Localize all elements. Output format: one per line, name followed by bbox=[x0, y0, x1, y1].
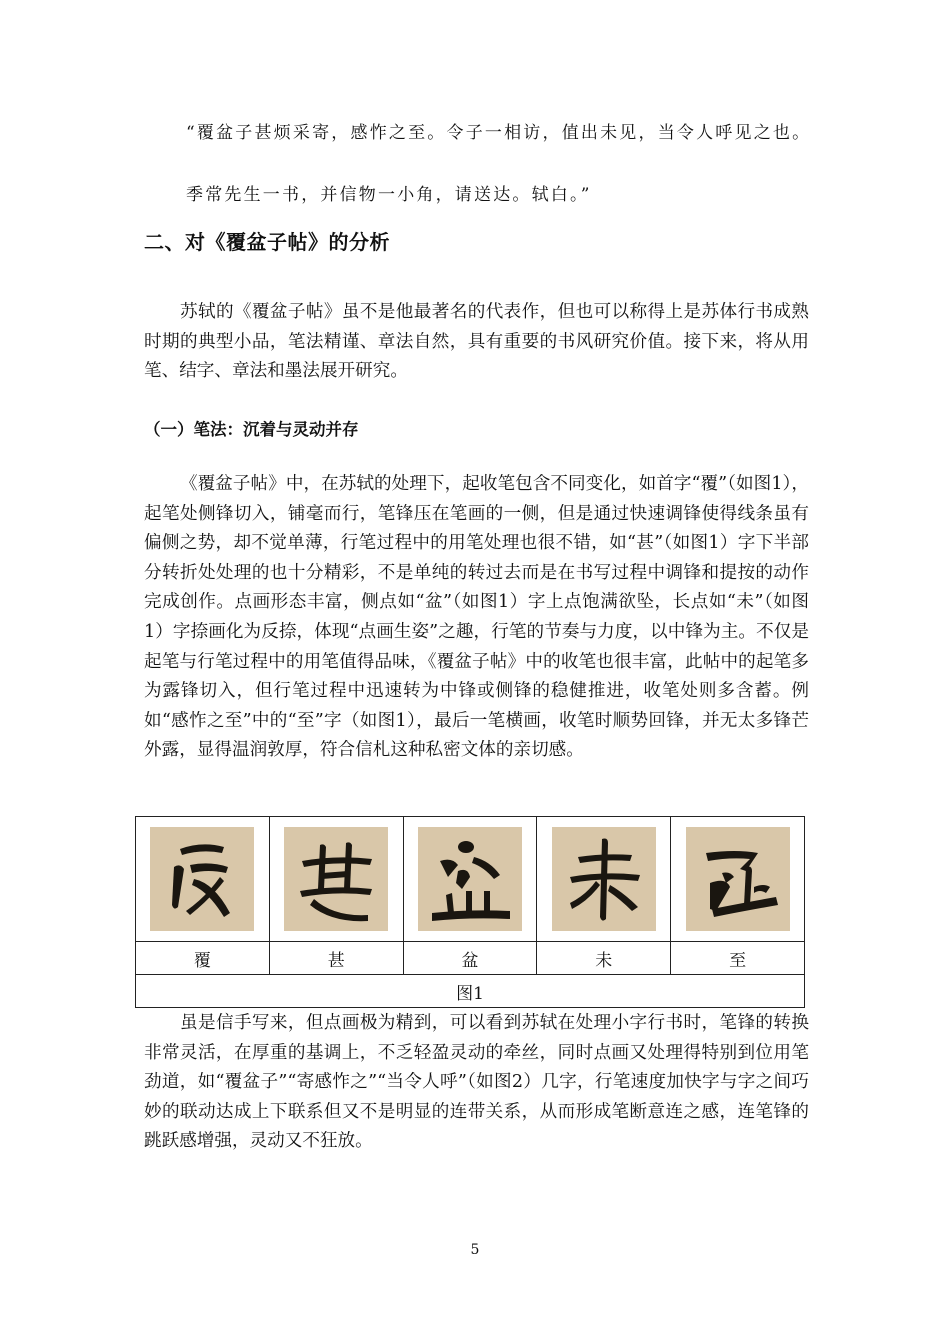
figure-label-pen: 盆 bbox=[403, 942, 537, 975]
brushwork-paragraph: 《覆盆子帖》中，在苏轼的处理下，起收笔包含不同变化，如首字“覆”（如图1），起笔处侧锋切入，铺毫而行，笔锋压在笔画的一侧，但是通过快速调锋使得线条虽有偏侧之势，却不觉单薄，行笔过程中的用笔处理也很不错，如“甚”（如图1）字下半部分转折处处理的也十分精彩，不是单纯的转过去而是在书写过程中调锋和提按的动作完成创作。点画形态丰富，侧点如“盆”（如图1）字上点饱满欲坠，长点如“未”（如图1）字捺画化为反捺，体现“点画生姿”之趣，行笔的节奏与力度，以中锋为主。不仅是起笔与行笔过程中的用笔值得品味，《覆盆子帖》中的收笔也很丰富，此帖中的起笔多为露锋切入，但行笔过程中迅速转为中锋或侧锋的稳健推进，收笔处则多含蓄。例如“感怍之至”中的“至”字（如图1），最后一笔横画，收笔时顺势回锋，并无太多锋芒外露，显得温润敦厚，符合信札这种私密文体的亲切感。 bbox=[144, 474, 809, 761]
figure-label-wei: 未 bbox=[537, 942, 671, 975]
rhythm-paragraph: 虽是信手写来，但点画极为精到，可以看到苏轼在处理小字行书时，笔锋的转换非常灵活，在厚重的基调上，不乏轻盈灵动的牵丝，同时点画又处理得特别到位用笔劲道，如“覆盆子”“寄感怍之”“当令人呼”（如图2）几字，行笔速度加快字与字之间巧妙的联动达成上下联系但又不是明显的连带关系，从而形成笔断意连之感，连笔锋的跳跃感增强，灵动又不狂放。 bbox=[144, 1013, 809, 1152]
figure-cell-image bbox=[136, 817, 270, 942]
calligraphy-pen-image bbox=[418, 827, 522, 931]
letter-quote-line-1: “覆盆子甚烦采寄，感怍之至。令子一相访，值出未见，当令人呼见之也。 bbox=[186, 123, 812, 143]
figure-label-fu: 覆 bbox=[136, 942, 270, 975]
letter-quote-line-2: 季常先生一书，并信物一小角，请送达。轼白。” bbox=[186, 185, 592, 205]
subsection-heading: （一）笔法：沉着与灵动并存 bbox=[144, 420, 359, 439]
section-heading: 二、对《覆盆子帖》的分析 bbox=[144, 230, 390, 254]
calligraphy-wei-image bbox=[552, 827, 656, 931]
figure-cell-image bbox=[269, 817, 403, 942]
figure-cell-image bbox=[403, 817, 537, 942]
calligraphy-shen-image bbox=[284, 827, 388, 931]
page-number: 5 bbox=[470, 1242, 480, 1258]
figure-label-zhi: 至 bbox=[671, 942, 805, 975]
figure-caption: 图1 bbox=[136, 975, 805, 1008]
calligraphy-zhi-image bbox=[686, 827, 790, 931]
calligraphy-fu-image bbox=[150, 827, 254, 931]
figure-label-shen: 甚 bbox=[269, 942, 403, 975]
figure-cell-image bbox=[671, 817, 805, 942]
figure-cell-image bbox=[537, 817, 671, 942]
intro-paragraph: 苏轼的《覆盆子帖》虽不是他最著名的代表作，但也可以称得上是苏体行书成熟时期的典型小品，笔法精谨、章法自然，具有重要的书风研究价值。接下来，将从用笔、结字、章法和墨法展开研究。 bbox=[144, 302, 809, 382]
figure-1-table bbox=[135, 816, 805, 1008]
